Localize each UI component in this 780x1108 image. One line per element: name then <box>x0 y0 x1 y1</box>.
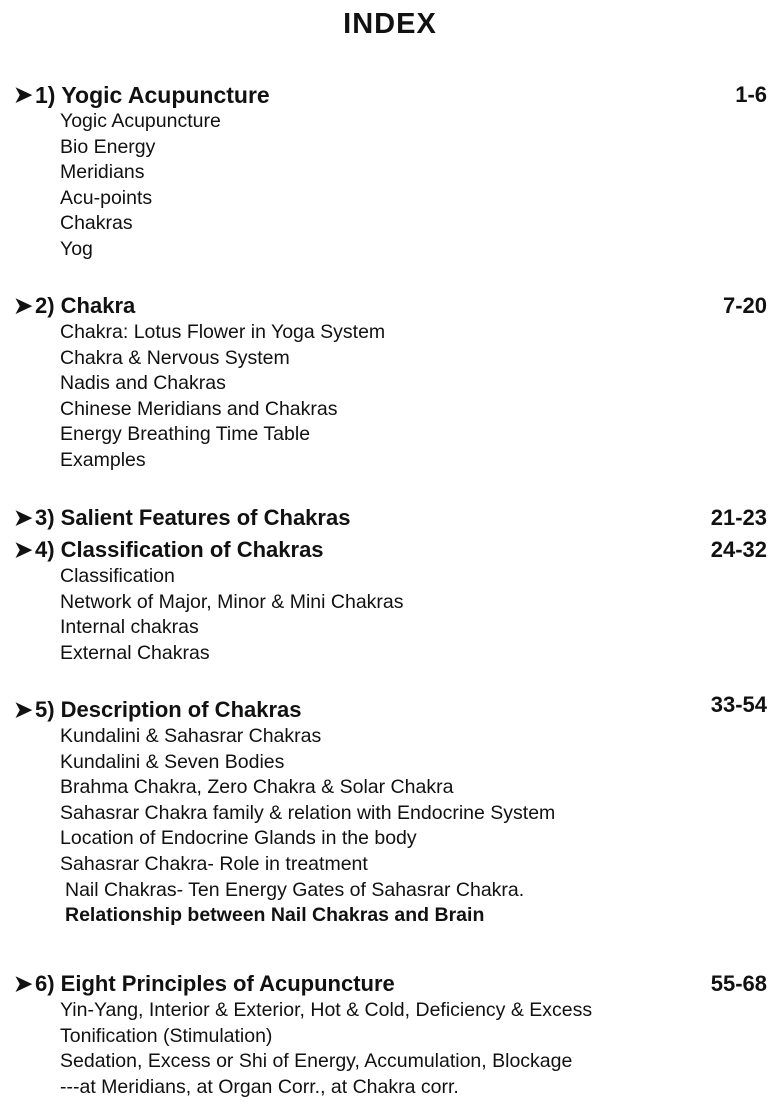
list-item: Acu-points <box>60 186 153 209</box>
section-title: 3) Salient Features of Chakras <box>35 505 351 530</box>
list-item: Energy Breathing Time Table <box>60 423 311 446</box>
list-item: ---at Meridians, at Organ Corr., at Chakra corr. <box>60 1075 459 1098</box>
list-item: Nadis and Chakras <box>60 372 226 395</box>
list-item: Tonification (Stimulation) <box>60 1024 273 1047</box>
arrow-right-icon: ➤ <box>14 505 33 530</box>
section-pages: 7-20 <box>722 293 767 318</box>
section-title: 6) Eight Principles of Acupuncture <box>35 971 395 996</box>
list-item: Chinese Meridians and Chakras <box>60 397 338 420</box>
index-section-6 <box>0 970 780 1100</box>
section-pages: 1-6 <box>735 82 767 107</box>
arrow-right-icon: ➤ <box>14 82 33 107</box>
section-title: 4) Classification of Chakras <box>35 537 324 562</box>
list-item: Bio Energy <box>60 135 156 158</box>
index-section-1 <box>0 81 780 263</box>
section-title: 5) Description of Chakras <box>35 697 302 722</box>
arrow-right-icon: ➤ <box>14 537 33 562</box>
list-item: Internal chakras <box>60 616 199 639</box>
list-item: Sahasrar Chakra family & relation with Endocrine System <box>60 801 556 824</box>
arrow-right-icon: ➤ <box>14 293 33 318</box>
page-title: INDEX <box>343 8 437 40</box>
list-item: Location of Endocrine Glands in the body <box>60 827 417 850</box>
list-item: Sedation, Excess or Shi of Energy, Accumulation, Blockage <box>60 1050 573 1073</box>
section-pages: 21-23 <box>710 505 767 530</box>
list-item: Chakra & Nervous System <box>60 346 290 369</box>
list-item: Kundalini & Seven Bodies <box>60 750 285 773</box>
index-section-5 <box>0 692 780 929</box>
section-title: 1) Yogic Acupuncture <box>35 82 270 108</box>
list-item: External Chakras <box>60 641 210 664</box>
list-item: Yog <box>60 237 93 260</box>
index-section-4 <box>0 536 780 666</box>
section-pages: 55-68 <box>710 971 767 996</box>
list-item: Yin-Yang, Interior & Exterior, Hot & Cold, Deficiency & Excess <box>60 999 593 1021</box>
section-pages: 24-32 <box>710 537 767 562</box>
arrow-right-icon: ➤ <box>14 971 33 996</box>
list-item: Chakras <box>60 212 133 235</box>
index-section-3 <box>0 504 780 532</box>
list-item: Yogic Acupuncture <box>60 110 221 132</box>
list-item: Relationship between Nail Chakras and Brain <box>65 904 485 927</box>
list-item: Network of Major, Minor & Mini Chakras <box>60 590 404 613</box>
section-pages: 33-54 <box>710 692 767 717</box>
section-title: 2) Chakra <box>35 293 136 318</box>
arrow-right-icon: ➤ <box>14 697 33 722</box>
list-item: Meridians <box>60 161 145 184</box>
list-item: Sahasrar Chakra- Role in treatment <box>60 852 368 875</box>
list-item: Brahma Chakra, Zero Chakra & Solar Chakra <box>60 776 454 799</box>
list-item: Examples <box>60 448 146 471</box>
index-section-2 <box>0 292 780 474</box>
list-item: Kundalini & Sahasrar Chakras <box>60 725 322 747</box>
list-item: Nail Chakras- Ten Energy Gates of Sahasrar Chakra. <box>65 878 525 901</box>
list-item: Chakra: Lotus Flower in Yoga System <box>60 321 386 343</box>
list-item: Classification <box>60 565 175 587</box>
